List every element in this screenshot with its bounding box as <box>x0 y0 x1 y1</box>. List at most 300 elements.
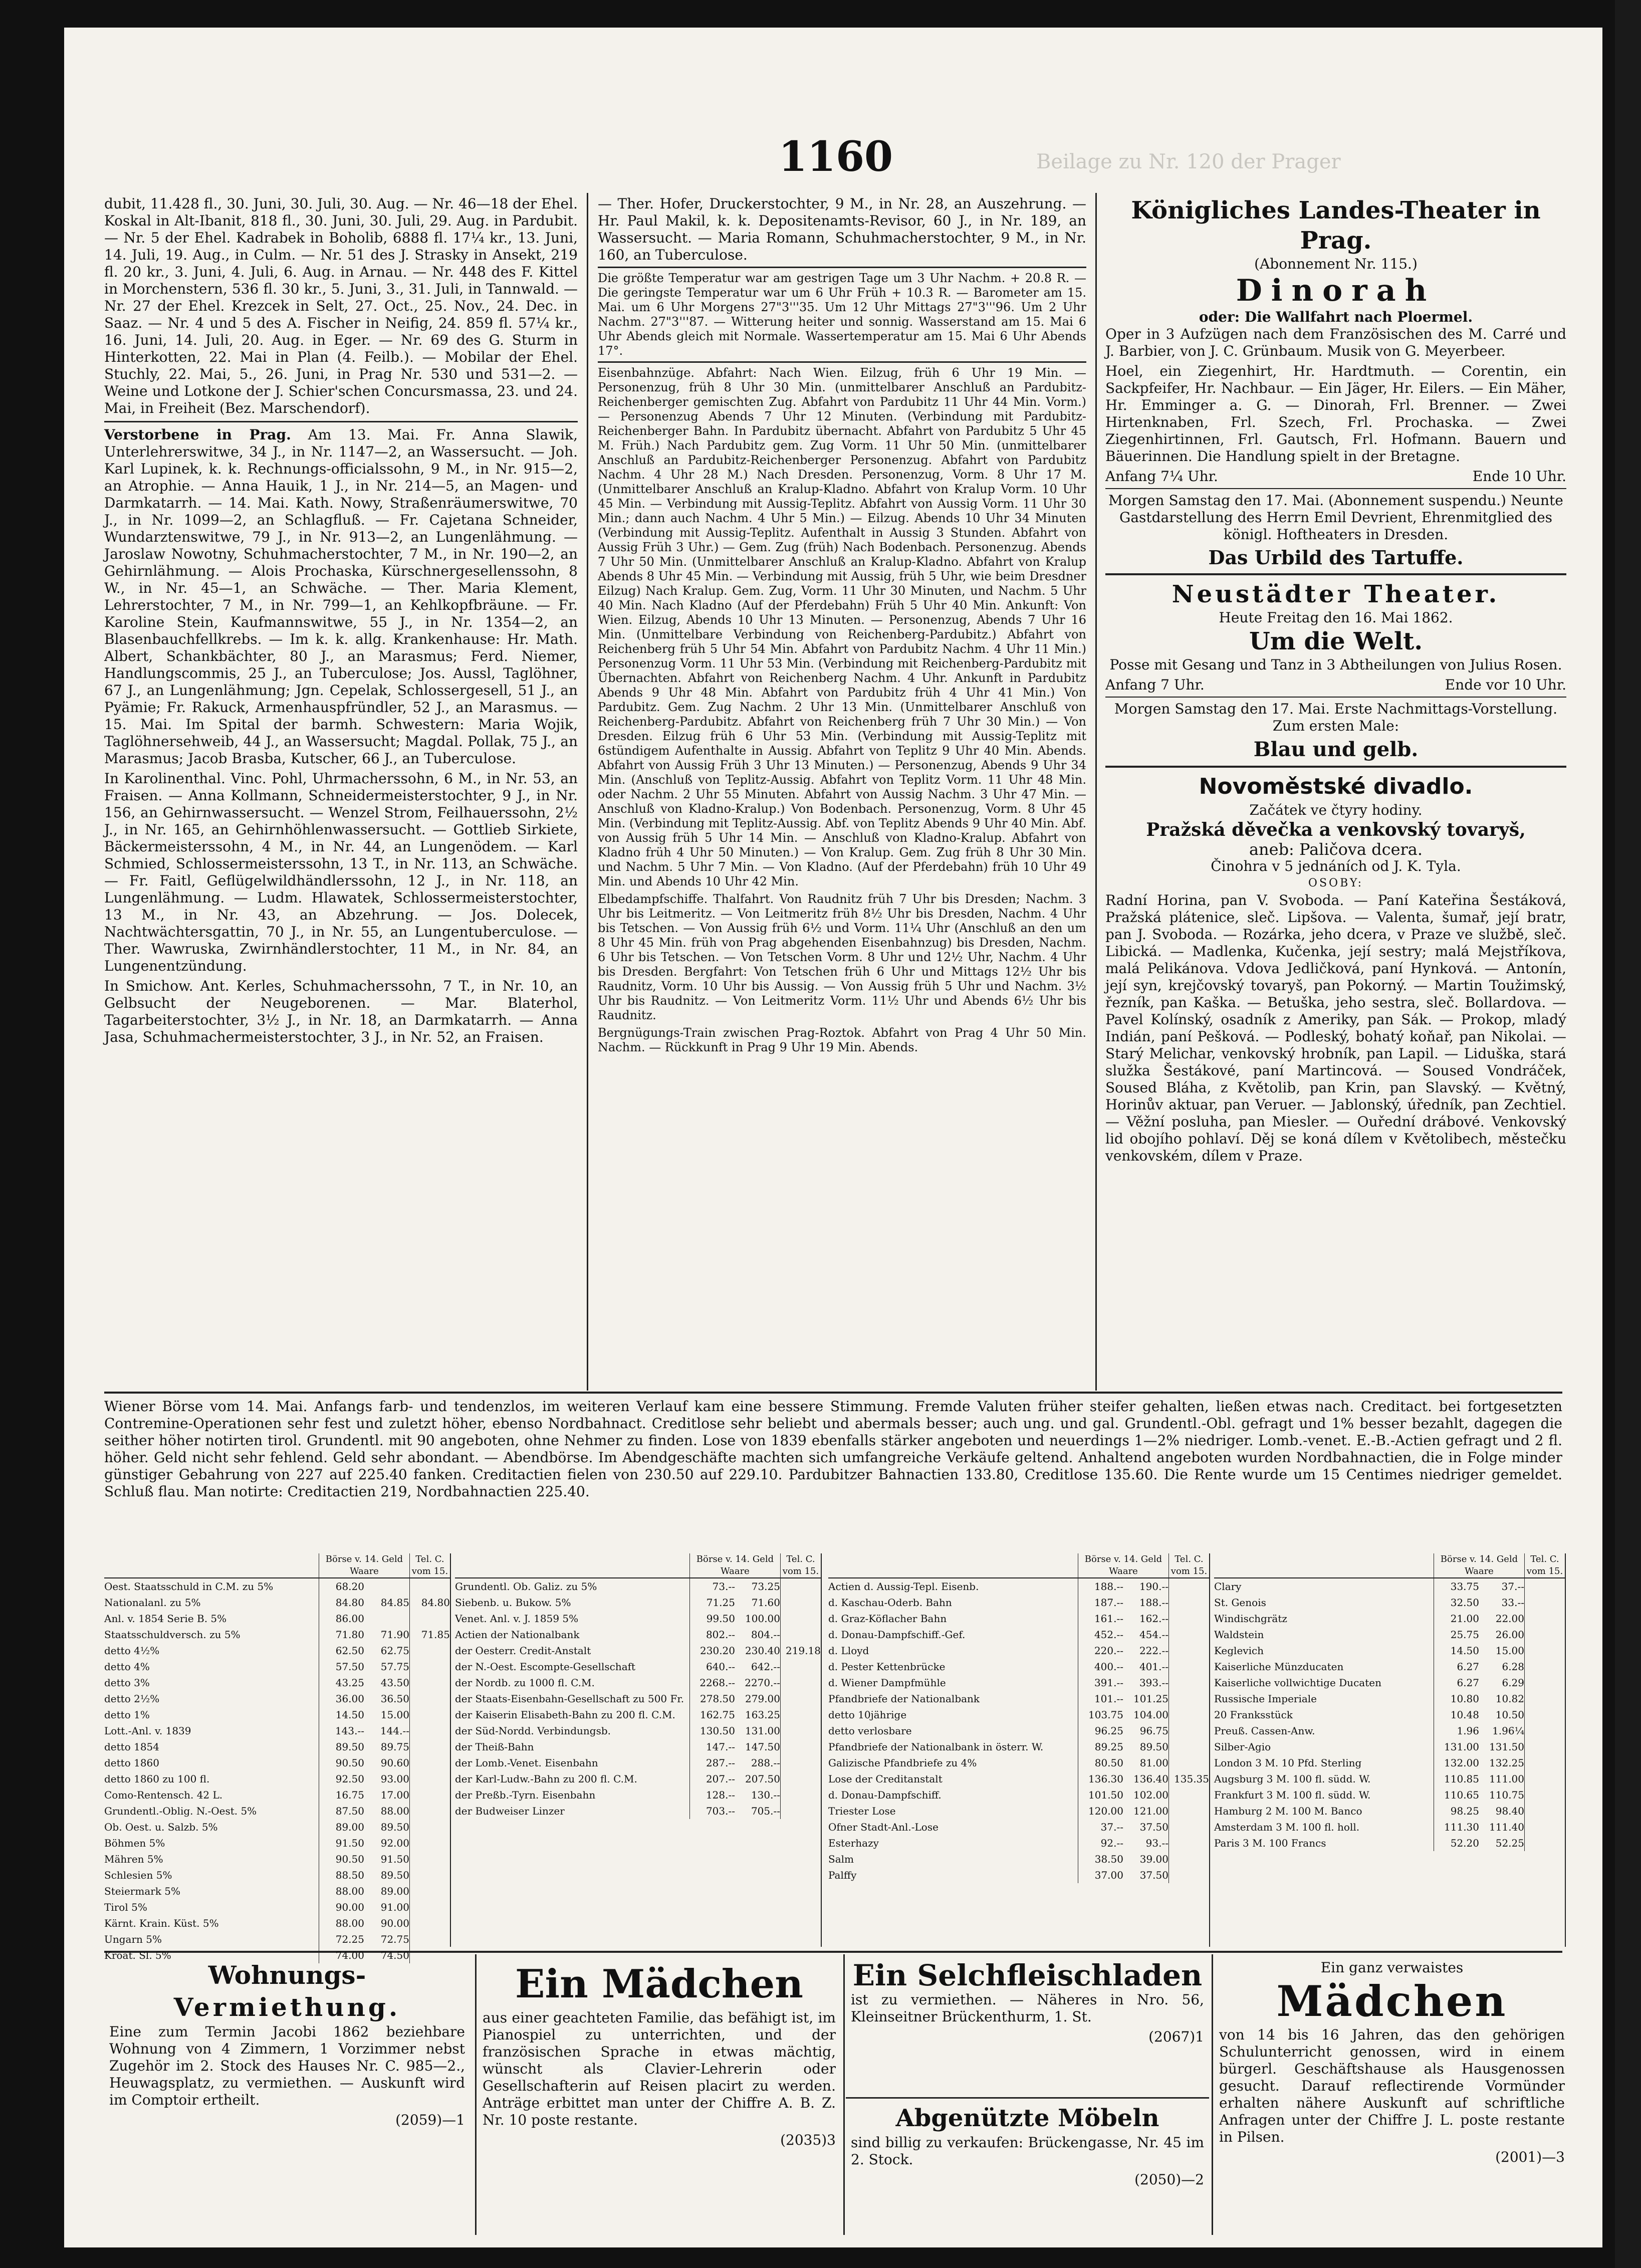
novo-cast-heading: OSOBY: <box>1308 877 1364 889</box>
table-row <box>828 1595 1209 1611</box>
table-row <box>828 1851 1209 1867</box>
geld-price: 703.-- <box>689 1803 735 1819</box>
waare-price: 98.40 <box>1495 1805 1524 1817</box>
security-name: Nationalanl. zu 5% <box>104 1597 201 1609</box>
ad-apartment-title-1: Wohnungs- <box>208 1960 366 1990</box>
table-row <box>828 1723 1209 1739</box>
table-row <box>828 1691 1209 1707</box>
ad-smokehouse-text: ist zu vermiethen. — Näheres in Nro. 56, Kleinseitner Brückenthurm, 1. St. <box>851 1991 1204 2025</box>
geld-price: 143.-- <box>319 1723 364 1739</box>
header-spacer <box>828 1553 1078 1577</box>
table-row <box>1214 1595 1565 1611</box>
geld-price: 80.50 <box>1078 1755 1123 1771</box>
ad-apartment <box>109 1959 465 2230</box>
ad-orphan <box>1219 1959 1565 2230</box>
stock-table-header <box>104 1553 450 1578</box>
telegraph-price <box>1524 1707 1565 1723</box>
waare-price: 93.00 <box>380 1773 409 1785</box>
waare-price: 72.75 <box>380 1933 409 1945</box>
waare-price: 92.00 <box>380 1837 409 1849</box>
security-name: Siebenb. u. Bukow. 5% <box>455 1597 571 1609</box>
waare-price: 73.25 <box>751 1580 780 1593</box>
waare-price: 81.00 <box>1139 1757 1168 1769</box>
security-name: Clary <box>1214 1580 1242 1593</box>
waare-price: 111.00 <box>1489 1773 1524 1785</box>
security-name: Böhmen 5% <box>104 1837 165 1849</box>
telegraph-price <box>780 1659 821 1675</box>
telegraph-price <box>1524 1627 1565 1643</box>
table-row <box>455 1691 821 1707</box>
security-name: detto verlosbare <box>828 1725 912 1737</box>
geld-price: 16.75 <box>319 1787 364 1803</box>
geld-price: 132.00 <box>1434 1755 1479 1771</box>
geld-price: 1.96 <box>1434 1723 1479 1739</box>
novo-play-title: Pražská děvečka a venkovský tovaryš, <box>1146 819 1526 840</box>
telegraph-price <box>1168 1819 1209 1835</box>
royal-theater-title: Königliches Landes-Theater in Prag. <box>1131 196 1541 255</box>
table-row <box>455 1707 821 1723</box>
waare-price: 121.00 <box>1133 1805 1168 1817</box>
security-name: Anl. v. 1854 Serie B. 5% <box>104 1613 227 1625</box>
table-row <box>455 1611 821 1627</box>
header-telegraph: Tel. C. vom 15. <box>780 1553 821 1577</box>
telegraph-price <box>1524 1819 1565 1835</box>
security-name: Kroat. Sl. 5% <box>104 1949 171 1961</box>
ad-governess <box>483 1959 836 2230</box>
telegraph-price <box>409 1819 450 1835</box>
telegraph-price <box>1168 1803 1209 1819</box>
stock-table-2 <box>455 1553 822 1947</box>
waare-price: 188.-- <box>1139 1597 1168 1609</box>
novo-cast-list: Radní Horina, pan V. Svoboda. — Paní Kateřina Šestáková, Pražská plátenice, sleč. Lipšova. — Valenta, šumař, její bratr, pan J. Svoboda. — Rozárka, jeho dcera, v Praze ve službě, sleč. Libická. — Madlenka, Kučenka, její sestry; malá Mejstříkova, malá Pelikánova. Vdova Jedličková, paní Hynková. — Antonín, její syn, krejčovský tovaryš, pan Pokorný. — Martin Toužimský, řezník, pan Kaška. — Betuška, jeho sestra, sleč. Bollardova. — Pavel Kolínský, osadník z Ameriky, pan Sák. — Prokop, mladý Indián, paní Pešková. — Podleský, bohatý koňař, pan Nikolai. — Starý Melichar, venkovský hrobník, pan Lapil. — Liduška, stará služka Šestákové, paní Martincová. — Soused Vondráček, Soused Bláha, z Květolib, pan Krin, pan Slavský. — Květný, Horinův aktuar, pan Veruer. — Jablonský, úředník, pan Zechtiel. — Věžní posluha, pan Miesler. — Ouřední drábové. Venkovský lid obojího pohlaví. Děj se koná dílem v Květolibech, městečku venkovském, dílem v Praze. <box>1105 892 1566 1164</box>
geld-price: 90.50 <box>319 1851 364 1867</box>
waare-price: 88.00 <box>380 1805 409 1817</box>
header-prices: Börse v. 14. Geld Waare <box>1078 1553 1168 1577</box>
opera-description: Oper in 3 Aufzügen nach dem Französischen des M. Carré und J. Barbier, von J. C. Grünbaum. Musik von G. Meyerbeer. <box>1105 326 1566 359</box>
table-row <box>104 1691 450 1707</box>
table-row <box>1214 1643 1565 1659</box>
telegraph-price <box>780 1595 821 1611</box>
opera-start-time: Anfang 7¼ Uhr. <box>1105 468 1218 485</box>
column-divider-left <box>587 193 588 1391</box>
security-name: der Theiß-Bahn <box>455 1741 534 1753</box>
telegraph-price <box>1168 1867 1209 1883</box>
geld-price: 88.00 <box>319 1915 364 1931</box>
waare-price: 111.40 <box>1489 1821 1524 1833</box>
neustadt-end-time: Ende vor 10 Uhr. <box>1445 676 1566 693</box>
security-name: Pfandbriefe der Nationalbank <box>828 1693 980 1705</box>
ad-orphan-title: Mädchen <box>1276 1976 1508 2026</box>
security-name: 20 Franksstück <box>1214 1709 1293 1721</box>
table-row <box>455 1787 821 1803</box>
telegraph-price <box>1168 1835 1209 1851</box>
neustadt-start-time: Anfang 7 Uhr. <box>1105 676 1205 693</box>
table-row <box>104 1643 450 1659</box>
telegraph-price <box>1168 1691 1209 1707</box>
telegraph-price <box>1168 1611 1209 1627</box>
table-row <box>104 1883 450 1899</box>
waare-price: 130.-- <box>751 1789 780 1801</box>
waare-price: 642.-- <box>751 1661 780 1673</box>
waare-price: 279.00 <box>745 1693 780 1705</box>
waare-price: 454.-- <box>1139 1629 1168 1641</box>
telegraph-price <box>409 1835 450 1851</box>
geld-price: 101.-- <box>1078 1691 1123 1707</box>
waare-price: 62.75 <box>380 1645 409 1657</box>
table-row <box>828 1611 1209 1627</box>
waare-price: 15.00 <box>380 1709 409 1721</box>
security-name: Waldstein <box>1214 1629 1264 1641</box>
waare-price: 102.00 <box>1133 1789 1168 1801</box>
waare-price: 43.50 <box>380 1677 409 1689</box>
ad-orphan-ref: (2001)—3 <box>1495 2149 1565 2165</box>
waare-price: 132.25 <box>1489 1757 1524 1769</box>
table-row <box>1214 1739 1565 1755</box>
table-row <box>104 1707 450 1723</box>
geld-price: 68.20 <box>319 1578 364 1595</box>
table-row <box>828 1707 1209 1723</box>
security-name: der Nordb. zu 1000 fl. C.M. <box>455 1677 595 1689</box>
telegraph-price <box>780 1578 821 1595</box>
telegraph-price <box>1524 1578 1565 1595</box>
geld-price: 2268.-- <box>689 1675 735 1691</box>
security-name: Ofner Stadt-Anl.-Lose <box>828 1821 939 1833</box>
geld-price: 32.50 <box>1434 1595 1479 1611</box>
telegraph-price <box>1168 1787 1209 1803</box>
security-name: Augsburg 3 M. 100 fl. südd. W. <box>1214 1773 1371 1785</box>
telegraph-price <box>1524 1691 1565 1707</box>
geld-price: 188.-- <box>1078 1578 1123 1595</box>
waare-price: 100.00 <box>745 1613 780 1625</box>
railway-schedule: Eisenbahnzüge. Abfahrt: Nach Wien. Eilzug, früh 6 Uhr 19 Min. — Personenzug, früh 8 Uhr 30 Min. (unmittelbarer Anschluß an Pardubitz-Reichenberger gemischten Zug. Abfahrt von Pardubitz 11 Uhr 44 Min. Vorm.) — Personenzug Abends 7 Uhr 12 Minuten. (Verbindung mit Pardubitz-Reichenberger Bahn. In Pardubitz übernacht. Abfahrt von Pardubitz 5 Uhr 45 M. Früh.) Nach Pardubitz gem. Zug Vorm. 11 Uhr 50 Min. (unmittelbarer Anschluß an Pardubitz-Reichenberger Personenzug. Abfahrt von Pardubitz Nachm. 4 Uhr 28 M.) Nach Dresden. Personenzug, Vorm. 8 Uhr 17 M. (Unmittelbarer Anschluß an Kralup-Kladno. Abfahrt von Kralup Vorm. 10 Uhr 45 Min. — Verbindung mit Aussig-Teplitz. Abfahrt von Aussig Vorm. 11 Uhr 30 Min.; dann auch Nachm. 4 Uhr 5 Min.) — Eilzug. Abends 10 Uhr 34 Minuten (Verbindung mit Aussig-Teplitz. Aufenthalt in Aussig 3 Stunden. Abfahrt von Aussig Früh 3 Uhr.) — Gem. Zug (früh) Nach Bodenbach. Personenzug. Abends 7 Uhr 50 Min. (Unmittelbarer Anschluß an Kralup-Kladno. Abfahrt von Kralup Abends 8 Uhr 45 Min. — Verbindung mit Aussig, früh 5 Uhr, wie beim Dresdner Eilzug) Nach Kralup. Gem. Zug, Vorm. 11 Uhr 30 Minuten, und Nachm. 5 Uhr 40 Min. Nach Kladno (Auf der Pferdebahn) Früh 5 Uhr 40 Min. Ankunft: Von Wien. Eilzug, Abends 10 Uhr 13 Minuten. — Personenzug, Abends 7 Uhr 16 Min. (Unmittelbare Verbindung von Reichenberg-Pardubitz.) Abfahrt von Reichenberg früh 5 Uhr 54 Min. Abfahrt von Pardubitz Nachm. 4 Uhr 11 Min.) Personenzug Vorm. 11 Uhr 53 Min. (Verbindung mit Reichenberg-Pardubitz mit Übernachten. Abfahrt von Reichenberg Nachm. 4 Uhr. Ankunft in Pardubitz Abends 9 Uhr 48 Min. Abfahrt von Pardubitz früh 4 Uhr 41 Min.) Von Pardubitz. Gem. Zug Nachm. 2 Uhr 13 Min. (Unmittelbarer Anschluß von Reichenberg-Pardubitz. Abfahrt von Reichenberg früh 7 Uhr 30 Min.) — Von Dresden. Eilzug früh 6 Uhr 53 Min. (Verbindung mit Aussig-Teplitz mit 6stündigem Aufenthalte in Aussig. Abfahrt von Teplitz 9 Uhr 40 Min. Abends. Abfahrt von Aussig Früh 3 Uhr 13 Minuten.) — Personenzug, Abends 9 Uhr 34 Min. (Anschluß von Teplitz-Aussig. Abfahrt von Teplitz Vorm. 11 Uhr 48 Min. oder Nachm. 2 Uhr 55 Minuten. Abfahrt von Aussig Nachm. 3 Uhr 47 Min. — Anschluß von Kladno-Kralup.) Von Bodenbach. Personenzug, Vorm. 8 Uhr 45 Min. (Verbindung mit Teplitz-Aussig. Abf. von Teplitz Abends 9 Uhr 40 Min. Abf. von Aussig früh 5 Uhr 14 Min. — Anschluß von Kladno-Kralup. Abfahrt von Kladno früh 4 Uhr 50 Minuten.) — Von Kralup. Gem. Zug früh 8 Uhr 30 Min. und Nachm. 5 Uhr 7 Min. — Von Kladno. (Auf der Pferdebahn) früh 10 Uhr 49 Min. und Abends 10 Uhr 42 Min. <box>598 366 1086 888</box>
security-name: detto 1854 <box>104 1741 160 1753</box>
waare-price: 1.96¼ <box>1492 1725 1524 1737</box>
security-name: detto 4½% <box>104 1645 160 1657</box>
telegraph-price <box>780 1755 821 1771</box>
ad-governess-title: Ein Mädchen <box>515 1961 803 2007</box>
geld-price: 72.25 <box>319 1931 364 1947</box>
waare-price: 39.00 <box>1139 1853 1168 1865</box>
geld-price: 92.50 <box>319 1771 364 1787</box>
geld-price: 43.25 <box>319 1675 364 1691</box>
telegraph-price <box>1168 1595 1209 1611</box>
telegraph-price <box>409 1771 450 1787</box>
telegraph-price: 135.35 <box>1168 1771 1209 1787</box>
geld-price: 21.00 <box>1434 1611 1479 1627</box>
geld-price: 14.50 <box>1434 1643 1479 1659</box>
telegraph-price <box>409 1899 450 1915</box>
telegraph-price <box>1168 1755 1209 1771</box>
geld-price: 87.50 <box>319 1803 364 1819</box>
geld-price: 91.50 <box>319 1835 364 1851</box>
security-name: Actien der Nationalbank <box>455 1629 580 1641</box>
waare-price: 26.00 <box>1495 1629 1524 1641</box>
waare-price: 90.00 <box>380 1917 409 1929</box>
ad-smokehouse-rule <box>846 2097 1209 2099</box>
theater-column <box>1105 195 1566 1388</box>
table-row <box>1214 1771 1565 1787</box>
table-row <box>104 1819 450 1835</box>
geld-price: 33.75 <box>1434 1578 1479 1595</box>
waare-price: 10.50 <box>1495 1709 1524 1721</box>
novo-theater-title: Novoměstské divadlo. <box>1199 774 1473 799</box>
table-row <box>828 1867 1209 1883</box>
geld-price: 88.50 <box>319 1867 364 1883</box>
geld-price: 131.00 <box>1434 1739 1479 1755</box>
geld-price: 89.25 <box>1078 1739 1123 1755</box>
security-name: Grundentl. Ob. Galiz. zu 5% <box>455 1580 597 1593</box>
table-row <box>455 1755 821 1771</box>
waare-price: 288.-- <box>751 1757 780 1769</box>
geld-price: 187.-- <box>1078 1595 1123 1611</box>
security-name: Ob. Oest. u. Salzb. 5% <box>104 1821 218 1833</box>
smichow-text: In Smichow. Ant. Kerles, Schuhmacherssohn, 7 T., in Nr. 10, an Gelbsucht der Neugeborenen. — Mar. Blaterhol, Tagarbeiterstochter, 3½ J., in Nr. 18, an Darmkatarrh. — Anna Jasa, Schuhmachermeisterstochter, 3 J., in Nr. 52, an Fraisen. <box>104 978 578 1045</box>
geld-price: 98.25 <box>1434 1803 1479 1819</box>
table-row <box>828 1819 1209 1835</box>
telegraph-price <box>780 1691 821 1707</box>
stock-table-3 <box>828 1553 1210 1947</box>
neustadt-play-description: Posse mit Gesang und Tanz in 3 Abtheilungen von Julius Rosen. <box>1109 656 1562 673</box>
waare-price: 89.50 <box>1139 1741 1168 1753</box>
telegraph-price <box>409 1803 450 1819</box>
telegraph-price <box>780 1723 821 1739</box>
waare-price <box>364 1578 409 1595</box>
waare-price: 230.40 <box>745 1645 780 1657</box>
geld-price: 37.-- <box>1078 1819 1123 1835</box>
waare-price: 37.50 <box>1139 1869 1168 1881</box>
geld-price: 52.20 <box>1434 1835 1479 1851</box>
geld-price: 6.27 <box>1434 1659 1479 1675</box>
waare-price: 147.50 <box>745 1741 780 1753</box>
telegraph-price <box>409 1915 450 1931</box>
security-name: Triester Lose <box>828 1805 896 1817</box>
geld-price: 10.48 <box>1434 1707 1479 1723</box>
waare-price: 190.-- <box>1139 1580 1168 1593</box>
stock-table-1 <box>104 1553 451 1961</box>
table-row <box>1214 1787 1565 1803</box>
security-name: Frankfurt 3 M. 100 fl. südd. W. <box>1214 1789 1371 1801</box>
abonnement-note: (Abonnement Nr. 115.) <box>1254 256 1418 272</box>
geld-price: 96.25 <box>1078 1723 1123 1739</box>
neustadt-tomorrow-note: Morgen Samstag den 17. Mai. Erste Nachmittags-Vorstellung. Zum ersten Male: <box>1114 701 1557 734</box>
security-name: Russische Imperiale <box>1214 1693 1317 1705</box>
stock-table-4 <box>1214 1553 1566 1947</box>
table-row <box>1214 1835 1565 1851</box>
ad-governess-text: aus einer geachteten Familie, das befähigt ist, im Pianospiel zu unterrichten, und der französischen Sprache in etwas mächtig, wünscht als Clavier-Lehrerin oder Gesellschafterin auf Reisen placirt zu werden. Anträge erbittet man unter der Chiffre A. B. Z. Nr. 10 poste restante. <box>483 2009 836 2128</box>
opera-subtitle: oder: Die Wallfahrt nach Ploermel. <box>1199 309 1473 325</box>
security-name: Amsterdam 3 M. 100 fl. holl. <box>1214 1821 1360 1833</box>
boerse-report-text: Wiener Börse vom 14. Mai. Anfangs farb- und tendenzlos, im weiteren Verlauf kam eine bessere Stimmung. Fremde Valuten früher steifer gehalten, ließen etwas nach. Creditact. bei fortgesetzten Contremine-Operationen sehr fest und zuletzt höher, ebenso Nordbahnact. Creditlose sehr beliebt und abermals besser; auch ung. und gal. Grundentl.-Obl. gefragt und 1% besser bezahlt, dagegen die seither höher notirten tirol. Grundentl. mit 90 angeboten, ohne Nehmer zu finden. Lose von 1839 ebenfalls stärker angeboten und neuerdings 1—2% niedriger. Lomb.-venet. E.-B.-Actien gefragt und 2 fl. höher. Geld nicht sehr fehlend. Geld sehr abondant. — Abendbörse. Im Abendgeschäfte machten sich umfangreiche Verkäufe geltend. Anhaltend angeboten wurden Nordbahnactien, die in Folge minder günstiger Gebahrung von 227 auf 225.40 fanken. Creditactien fielen von 230.50 auf 229.10. Pardubitzer Bahnactien 133.80, Creditlose 135.60. Die Rente wurde um 15 Centimes niedriger gemeldet. Schluß flau. Man notirte: Creditactien 219, Nordbahnactien 225.40. <box>104 1398 1562 1500</box>
security-name: London 3 M. 10 Pfd. Sterling <box>1214 1757 1362 1769</box>
waare-price: 393.-- <box>1139 1677 1168 1689</box>
geld-price: 128.-- <box>689 1787 735 1803</box>
waare-price: 33.-- <box>1501 1597 1524 1609</box>
telegraph-price <box>780 1611 821 1627</box>
geld-price: 110.65 <box>1434 1787 1479 1803</box>
waare-price: 144.-- <box>380 1725 409 1737</box>
table-row <box>104 1755 450 1771</box>
waare-price: 804.-- <box>751 1629 780 1641</box>
header-telegraph: Tel. C. vom 15. <box>409 1553 450 1577</box>
security-name: d. Pester Kettenbrücke <box>828 1661 946 1673</box>
waare-price: 10.82 <box>1495 1693 1524 1705</box>
security-name: Esterhazy <box>828 1837 879 1849</box>
telegraph-price <box>1168 1627 1209 1643</box>
header-telegraph: Tel. C. vom 15. <box>1168 1553 1209 1577</box>
table-row <box>1214 1627 1565 1643</box>
ad-orphan-top: Ein ganz verwaistes <box>1320 1959 1464 1976</box>
security-name: d. Graz-Köflacher Bahn <box>828 1613 947 1625</box>
geld-price: 111.30 <box>1434 1819 1479 1835</box>
security-name: Silber-Agio <box>1214 1741 1271 1753</box>
table-row <box>1214 1611 1565 1627</box>
table-row <box>455 1595 821 1611</box>
neustadt-play-title: Um die Welt. <box>1249 627 1423 655</box>
table-row <box>104 1787 450 1803</box>
column-divider-right <box>1095 193 1097 1391</box>
telegraph-price <box>1168 1851 1209 1867</box>
security-name: Venet. Anl. v. J. 1859 5% <box>455 1613 579 1625</box>
table-row <box>1214 1723 1565 1739</box>
geld-price: 90.50 <box>319 1755 364 1771</box>
ad-apartment-ref: (2059)—1 <box>395 2112 465 2128</box>
telegraph-price <box>1168 1643 1209 1659</box>
boerse-top-rule <box>104 1392 1562 1394</box>
telegraph-price <box>409 1883 450 1899</box>
telegraph-price <box>1168 1578 1209 1595</box>
telegraph-price <box>1524 1787 1565 1803</box>
geld-price: 62.50 <box>319 1643 364 1659</box>
table-row <box>828 1675 1209 1691</box>
header-prices: Börse v. 14. Geld Waare <box>319 1553 409 1577</box>
opera-title: Dinorah <box>1236 273 1436 308</box>
waare-price: 15.00 <box>1495 1645 1524 1657</box>
telegraph-price <box>409 1947 450 1963</box>
security-name: der N.-Oest. Escompte-Gesellschaft <box>455 1661 636 1673</box>
telegraph-price <box>1168 1707 1209 1723</box>
geld-price: 25.75 <box>1434 1627 1479 1643</box>
telegraph-price <box>780 1675 821 1691</box>
security-name: Lose der Creditanstalt <box>828 1773 943 1785</box>
security-name: der Süd-Nordd. Verbindungsb. <box>455 1725 611 1737</box>
table-row <box>1214 1578 1565 1595</box>
telegraph-price <box>409 1851 450 1867</box>
geld-price: 73.-- <box>689 1578 735 1595</box>
security-name: der Karl-Ludw.-Bahn zu 200 fl. C.M. <box>455 1773 637 1785</box>
waare-price: 131.50 <box>1489 1741 1524 1753</box>
telegraph-price <box>1524 1835 1565 1851</box>
header-spacer <box>455 1553 689 1577</box>
security-name: der Oesterr. Credit-Anstalt <box>455 1645 591 1657</box>
geld-price: 90.00 <box>319 1899 364 1915</box>
telegraph-price <box>1168 1675 1209 1691</box>
geld-price: 230.20 <box>689 1643 735 1659</box>
security-name: d. Kaschau-Oderb. Bahn <box>828 1597 952 1609</box>
header-prices: Börse v. 14. Geld Waare <box>1434 1553 1524 1577</box>
deaths-heading: Verstorbene in Prag. <box>104 426 291 443</box>
table-row <box>455 1675 821 1691</box>
table-row <box>1214 1755 1565 1771</box>
header-prices: Börse v. 14. Geld Waare <box>689 1553 780 1577</box>
security-name: Kärnt. Krain. Küst. 5% <box>104 1917 219 1929</box>
table-row <box>455 1771 821 1787</box>
waare-price: 163.25 <box>745 1709 780 1721</box>
table-row <box>828 1835 1209 1851</box>
table-row <box>104 1578 450 1595</box>
ad-divider-1 <box>475 1954 477 2235</box>
table-row <box>104 1627 450 1643</box>
geld-price: 640.-- <box>689 1659 735 1675</box>
security-name: Oest. Staatsschuld in C.M. zu 5% <box>104 1580 274 1593</box>
newspaper-page <box>64 28 1602 2247</box>
waare-price: 131.00 <box>745 1725 780 1737</box>
waare-price: 36.50 <box>380 1693 409 1705</box>
table-row <box>104 1899 450 1915</box>
opera-end-time: Ende 10 Uhr. <box>1472 468 1566 485</box>
security-name: detto 2½% <box>104 1693 160 1705</box>
security-name: der Kaiserin Elisabeth-Bahn zu 200 fl. C.M. <box>455 1709 675 1721</box>
telegraph-price <box>409 1659 450 1675</box>
novo-start-note: Začátek ve čtyry hodiny. <box>1249 802 1423 818</box>
telegraph-price <box>1524 1771 1565 1787</box>
ad-smokehouse-ref: (2067)1 <box>1148 2028 1204 2045</box>
table-row <box>1214 1691 1565 1707</box>
geld-price: 162.75 <box>689 1707 735 1723</box>
royal-tomorrow-play: Das Urbild des Tartuffe. <box>1208 546 1464 569</box>
security-name: Steiermark 5% <box>104 1885 181 1897</box>
geld-price: 71.25 <box>689 1595 735 1611</box>
table-row <box>455 1723 821 1739</box>
waare-price <box>364 1611 409 1627</box>
ad-smokehouse <box>851 1959 1204 2095</box>
deaths-text: Am 13. Mai. Fr. Anna Slawik, Unterlehrerswitwe, 34 J., in Nr. 1147—2, an Wassersucht. — Joh. Karl Lupinek, k. k. Rechnungs-officialssohn, 9 M., in Nr. 915—2, an Atrophie. — Anna Hauik, 1 J., in Nr. 214—5, an Magen- und Darmkatarrh. — 14. Mai. Kath. Nowy, Straßenräumerswitwe, 70 J., in Nr. 1099—2, an Schlagfluß. — Fr. Cajetana Schneider, Wundarztenswitwe, 79 J., in Nr. 913—2, an Lungenlähmung. — Jaroslaw Nowotny, Schuhmacherstochter, 7 M., in Nr. 190—2, an Gehirnlähmung. — Alois Prochaska, Kürschnergesellenssohn, 8 W., in Nr. 45—1, an Schwäche. — Ther. Maria Klement, Lehrerstochter, 7 M., in Nr. 799—1, an Kehlkopfbräune. — Fr. Karoline Stein, Kaufmannswitwe, 55 J., in Nr. 1354—2, an Blasenbauchfellkrebs. — Im k. k. allg. Krankenhause: Hr. Math. Albert, Schankbächter, 80 J., an Marasmus; Ferd. Niemer, Handlungscommis, 25 J., an Tuberculose; Jos. Aussl, Taglöhner, 67 J., an Lungenlähmung; Jgn. Cepelak, Schlossergesell, 51 J., an Pyämie; Fr. Rakuck, Armenhauspfründler, 52 J., an Marasmus. — 15. Mai. Im Spital der barmh. Schwestern: Maria Wojik, Taglöhnersehweib, 44 J., an Wassersucht; Magdal. Pollak, 75 J., an Marasmus; Jacob Brasba, Kutscher, 66 J., an Tuberculose. <box>104 426 578 767</box>
security-name: Como-Rentensch. 42 L. <box>104 1789 223 1801</box>
security-name: der Preßb.-Tyrn. Eisenbahn <box>455 1789 596 1801</box>
geld-price: 88.00 <box>319 1883 364 1899</box>
security-name: der Budweiser Linzer <box>455 1805 565 1817</box>
waare-price: 207.50 <box>745 1773 780 1785</box>
table-row <box>828 1578 1209 1595</box>
novo-play-subtitle: aneb: Paličova dcera. <box>1249 840 1423 859</box>
waare-price: 96.75 <box>1139 1725 1168 1737</box>
telegraph-price: 219.18 <box>780 1643 821 1659</box>
security-name: d. Lloyd <box>828 1645 869 1657</box>
table-row <box>455 1803 821 1819</box>
telegraph-price <box>409 1643 450 1659</box>
waare-price: 93.-- <box>1145 1837 1168 1849</box>
neustadt-date: Heute Freitag den 16. Mai 1862. <box>1219 609 1453 626</box>
telegraph-price: 71.85 <box>409 1627 450 1643</box>
telegraph-price <box>409 1578 450 1595</box>
middle-column <box>598 195 1086 1388</box>
table-row <box>104 1659 450 1675</box>
waare-price: 90.60 <box>380 1757 409 1769</box>
waare-price: 71.90 <box>380 1629 409 1641</box>
table-row <box>104 1803 450 1819</box>
geld-price: 130.50 <box>689 1723 735 1739</box>
security-name: d. Donau-Dampfschiff.-Gef. <box>828 1629 966 1641</box>
neustadt-tomorrow-play: Blau und gelb. <box>1253 738 1419 761</box>
waare-price: 71.60 <box>751 1597 780 1609</box>
waare-price: 705.-- <box>751 1805 780 1817</box>
telegraph-price <box>780 1787 821 1803</box>
telegraph-price <box>1524 1739 1565 1755</box>
telegraph-price <box>409 1611 450 1627</box>
security-name: detto 1% <box>104 1709 150 1721</box>
security-name: Kaiserliche vollwichtige Ducaten <box>1214 1677 1381 1689</box>
table-row <box>104 1915 450 1931</box>
excursion-train: Bergnügungs-Train zwischen Prag-Roztok. Abfahrt von Prag 4 Uhr 50 Min. Nachm. — Rückkunft in Prag 9 Uhr 19 Min. Abends. <box>598 1026 1086 1054</box>
